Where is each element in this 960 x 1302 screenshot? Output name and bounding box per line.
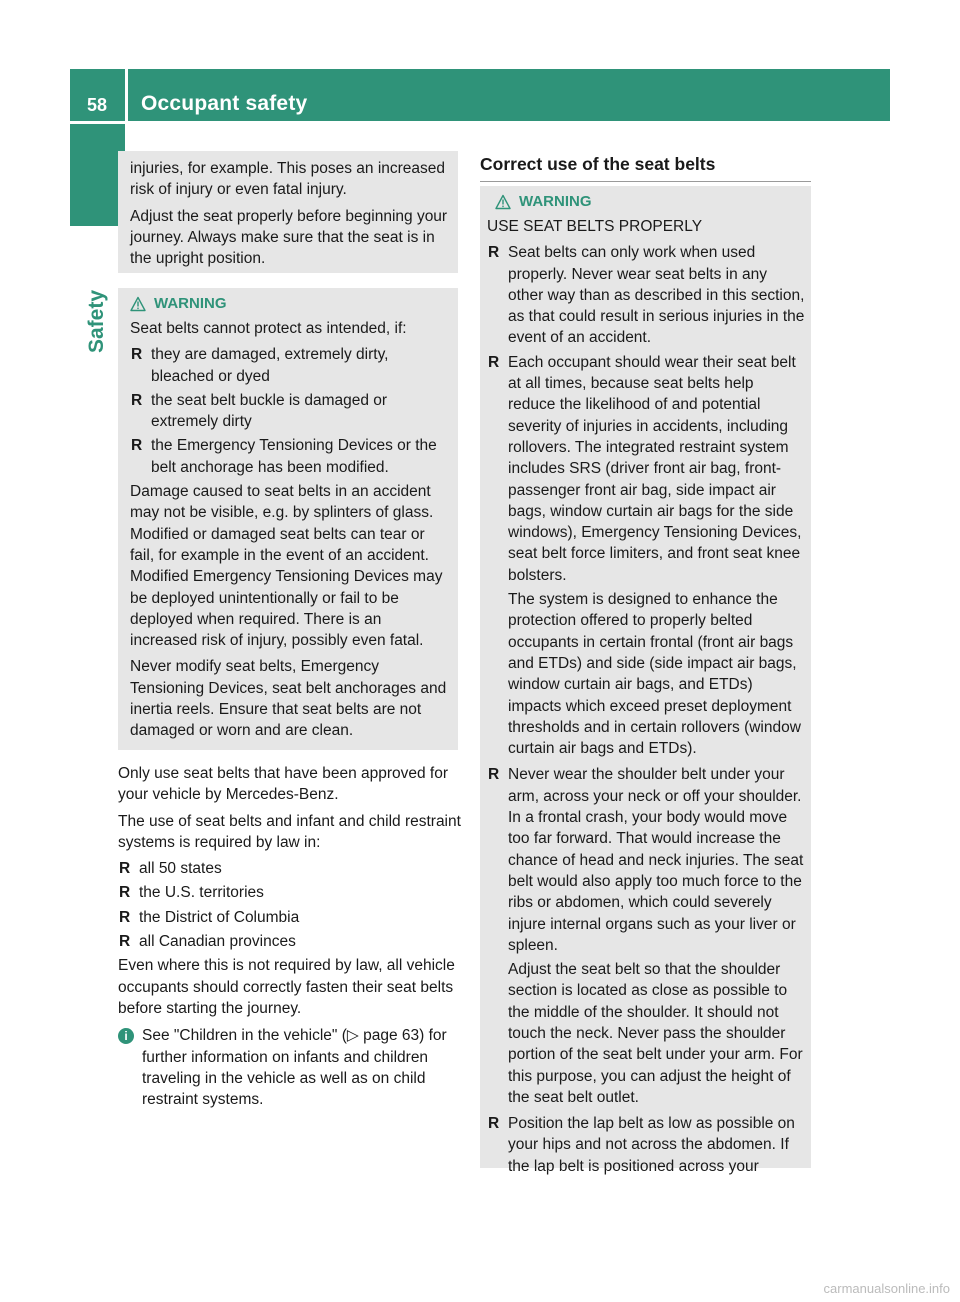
paragraph: Never modify seat belts, Emergency Tensioning Devices, seat belt anchorages and inertia reels. Ensure that seat belts are not damaged or worn and are clean. <box>130 658 447 740</box>
warning-intro: Seat belts cannot protect as intended, if: <box>130 320 407 337</box>
paragraph: Adjust the seat belt so that the shoulder section is located as close as possible to the middle of the shoulder. It should not touch the neck. Never pass the shoulder portion of the seat belt under your arm. For this purpose, you can adjust the height of the seat belt outlet. <box>508 961 803 1106</box>
warning-box <box>480 186 811 1175</box>
info-icon: i <box>118 1028 134 1044</box>
warning-triangle-icon <box>130 296 146 312</box>
info-text: See "Children in the vehicle" (▷ page 63) for further information on infants and children traveling in the vehicle as well as on child restraint systems. <box>142 1027 447 1109</box>
list-item: R Seat belts can only work when used properly. Never wear seat belts in any other way than as described in this section, as that could result in serious injuries in the event of an accident. <box>488 244 805 347</box>
watermark: carmanualsonline.info <box>823 1281 950 1296</box>
warning-heading: WARNING <box>130 293 450 315</box>
page-title: Occupant safety <box>128 69 890 121</box>
chapter-label: Safety <box>85 289 108 353</box>
list-item: R the U.S. territories <box>119 884 264 902</box>
paragraph: Adjust the seat properly before beginning your journey. Always make sure that the seat is in the upright position. <box>130 207 448 268</box>
page-number: 58 <box>70 69 125 121</box>
left-body <box>118 763 463 1110</box>
list-item: R Each occupant should wear their seat belt at all times, because seat belts help reduce the likelihood of and potential severity of injuries in accidents, including rollovers. The integrated restraint system includes SRS (driver front air bag, front-passenger front air bag, side impact air bags, window curtain air bags for the side windows), Emergency Tensioning Devices, seat belt force limiters, and front seat knee bolsters. <box>488 353 802 584</box>
list-item: R the Emergency Tensioning Devices or the belt anchorage has been modified. <box>131 437 437 476</box>
warning-heading: WARNING <box>487 191 805 213</box>
paragraph: Even where this is not required by law, all vehicle occupants should correctly fasten their seat belts before starting the journey. <box>118 957 455 1017</box>
list-item: R the seat belt buckle is damaged or extremely dirty <box>131 391 388 431</box>
info-note <box>118 1025 463 1110</box>
paragraph: injuries, for example. This poses an increased risk of injury or even fatal injury. <box>130 160 446 199</box>
paragraph: Damage caused to seat belts in an accident may not be visible, e.g. by splinters of glass. Modified or damaged seat belts can tear or fail, for example in the event of an accident. Modified Emergency Tensioning Devices may be deployed unintentionally or fail to be deployed when required. There is an increased risk of injury, possibly even fatal. <box>130 483 443 650</box>
paragraph: The system is designed to enhance the protection offered to properly belted occupants in certain frontal (front air bags and ETDs) and side (side impact air bags, window curtain air bags, and ETDs) impacts which exceed preset deployment thresholds and in certain rollovers (window curtain air bags and ETDs). <box>508 591 801 758</box>
chapter-tab <box>70 124 125 226</box>
list-item: R all 50 states <box>119 860 222 878</box>
warning-intro: USE SEAT BELTS PROPERLY <box>487 218 703 235</box>
continued-warning-box <box>118 151 458 273</box>
warning-box <box>118 288 458 750</box>
list-item: R Never wear the shoulder belt under your arm, across your neck or off your shoulder. In a frontal crash, your body would move too far forward. That would increase the chance of head and neck injuries. The seat belt would also apply too much force to the ribs or abdomen, which could severely injure internal organs such as your liver or spleen. <box>488 766 804 954</box>
list-item: R the District of Columbia <box>119 908 300 926</box>
list-item: R Position the lap belt as low as possible on your hips and not across the abdomen. If the lap belt is positioned across your <box>488 1115 795 1175</box>
paragraph: Only use seat belts that have been approved for your vehicle by Mercedes-Benz. <box>118 765 449 804</box>
warning-triangle-icon <box>495 194 511 210</box>
paragraph: The use of seat belts and infant and child restraint systems is required by law in: <box>118 812 461 851</box>
section-title: Correct use of the seat belts <box>480 154 811 182</box>
list-item: R they are damaged, extremely dirty, bleached or dyed <box>131 346 389 385</box>
list-item: R all Canadian provinces <box>119 933 296 951</box>
